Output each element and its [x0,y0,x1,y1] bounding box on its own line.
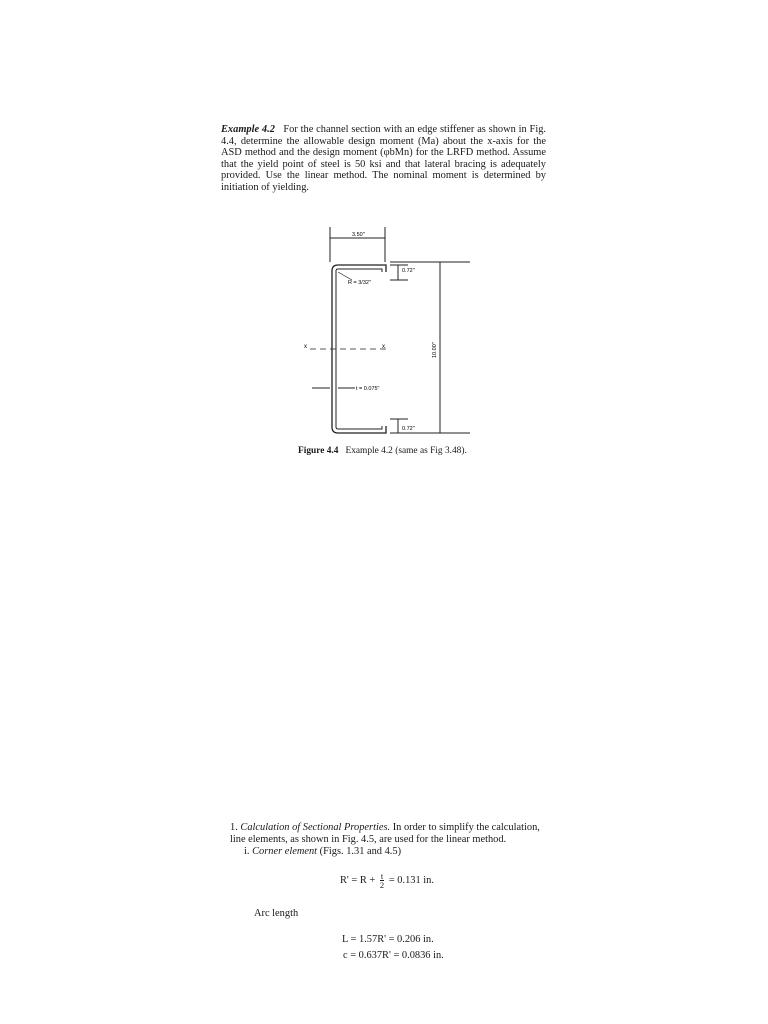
radius-leader [338,272,352,280]
example-paragraph [221,124,546,194]
section-text: In order to simplify the calculation, line elements, as shown in Fig. 4.5, are used for the linear method. [230,822,540,845]
caption-label: Figure 4.4 [298,446,339,456]
sub-number: i. [244,846,250,857]
channel-section-figure [290,222,490,444]
eq-r-rhs: = 0.131 in. [388,874,434,886]
dim-lip-top-label: 0.72" [402,268,415,274]
caption-text: Example 4.2 (same as Fig 3.48). [345,446,467,456]
eq-fraction [380,872,384,889]
x-axis-label-right: x [382,344,385,350]
radius-label: R = 3/32" [348,280,371,286]
frac-den: 2 [379,880,385,890]
figure-caption [298,446,467,456]
dim-depth-label: 10.00" [432,342,438,358]
dim-width-label: 3.50" [352,232,365,238]
sub-ref: (Figs. 1.31 and 4.5) [319,846,402,857]
example-label: Example 4.2 [221,124,275,135]
equation-r-prime [340,872,434,889]
equation-L: L = 1.57R' = 0.206 in. [342,934,434,945]
subsection-i [244,846,401,857]
sub-title: Corner element [252,846,318,857]
eq-r-lhs: R' = R + [340,874,376,886]
arc-length-label: Arc length [254,908,299,919]
frac-num: t [380,871,384,881]
example-text: For the channel section with an edge stiffener as shown in Fig. 4.4, determine the allowable design moment (Ma) about the x-axis for the ASD method and the design moment (φbMn) for the LRFD method. Assume that the yield point of steel is 50 ksi and that lateral bracing is adequately provided. Use the linear method. The nominal moment is determined by initiation of yielding. [221,124,546,193]
x-axis-label-left: x [304,344,307,350]
section-1 [230,822,550,846]
equation-c: c = 0.637R' = 0.0836 in. [343,950,444,961]
section-title: Calculation of Sectional Properties. [240,822,391,833]
dim-lip-bot-label: 0.72" [402,426,415,432]
channel-section-drawing [290,222,490,444]
thickness-label: t = 0.075" [356,386,380,392]
section-number: 1. [230,822,238,833]
